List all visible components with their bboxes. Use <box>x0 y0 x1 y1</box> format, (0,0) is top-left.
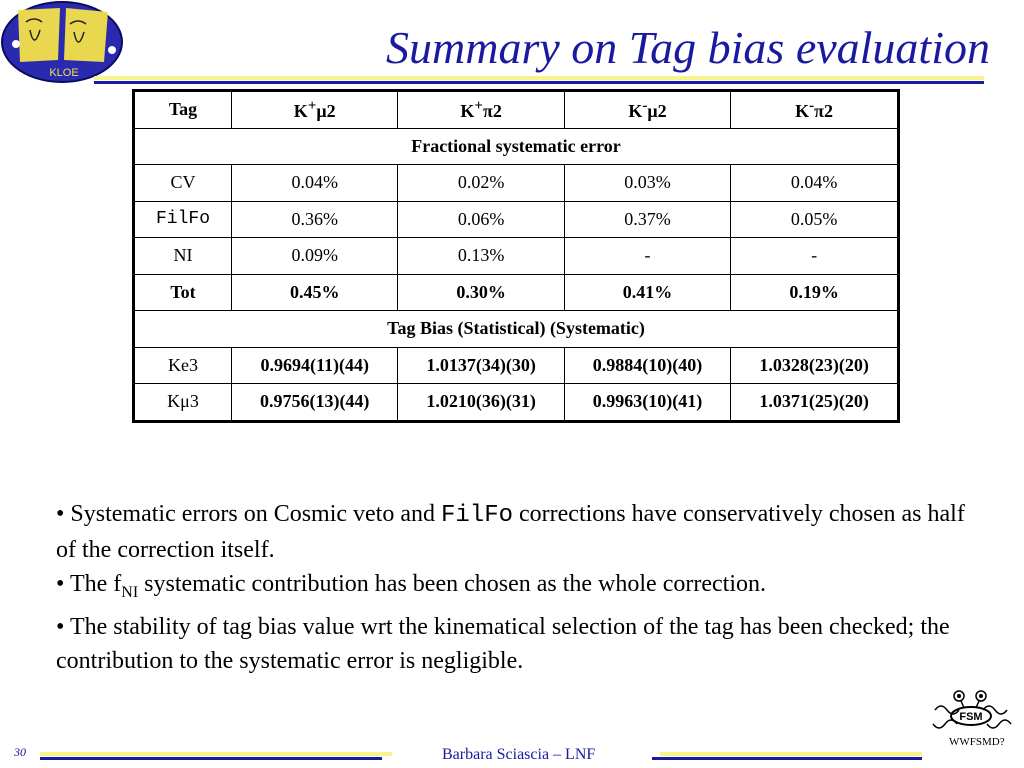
bullet-list <box>56 497 976 678</box>
logo-text: KLOE <box>49 67 79 79</box>
section-title-bias: Tag Bias (Statistical) (Systematic) <box>134 311 899 348</box>
table-cell: 0.04% <box>232 165 398 202</box>
header-kminus-pi2: K-π2 <box>731 91 899 129</box>
table-cell: 0.37% <box>564 201 730 238</box>
table-row-filfo <box>134 201 899 238</box>
row-label: Ke3 <box>134 347 232 384</box>
fsm-caption: WWFSMD? <box>949 736 1005 748</box>
title-rule-yellow <box>94 76 984 80</box>
kloe-logo <box>0 0 128 84</box>
header-kplus-pi2: K+π2 <box>398 91 564 129</box>
table-cell: 0.06% <box>398 201 564 238</box>
header-kminus-mu2: K-μ2 <box>564 91 730 129</box>
table-cell: 0.09% <box>232 238 398 275</box>
bullet-item-1: • Systematic errors on Cosmic veto and FilFo corrections have conservatively chosen as half of the correction itself. <box>56 501 965 563</box>
table-cell: - <box>731 238 899 275</box>
row-label: Kμ3 <box>134 384 232 422</box>
row-label: NI <box>134 238 232 275</box>
table-row-tot <box>134 274 899 311</box>
footer-author: Barbara Sciascia – LNF <box>442 746 596 763</box>
table-cell: 1.0210(36)(31) <box>398 384 564 422</box>
bullet-item-3: • The stability of tag bias value wrt the kinematical selection of the tag has been checked; the contribution to the systematic error is negligible. <box>56 613 950 674</box>
table-cell: 0.9694(11)(44) <box>232 347 398 384</box>
section-title-systematic: Fractional systematic error <box>134 128 899 165</box>
table-cell: 0.04% <box>731 165 899 202</box>
table-cell: 1.0137(34)(30) <box>398 347 564 384</box>
table-cell: 0.9756(13)(44) <box>232 384 398 422</box>
table-cell: 0.05% <box>731 201 899 238</box>
table-cell: 0.13% <box>398 238 564 275</box>
row-label: Tot <box>134 274 232 311</box>
row-label: FilFo <box>134 201 232 238</box>
header-tag: Tag <box>134 91 232 129</box>
page-title: Summary on Tag bias evaluation <box>386 22 990 73</box>
title-rule-navy <box>94 81 984 84</box>
table-cell: 0.02% <box>398 165 564 202</box>
table-row-cv <box>134 165 899 202</box>
table-cell: 0.36% <box>232 201 398 238</box>
section-row-bias <box>134 311 899 348</box>
footer-rule-left-yellow <box>40 752 392 756</box>
table-row-ke3 <box>134 347 899 384</box>
table-cell: 0.45% <box>232 274 398 311</box>
footer-rule-right-yellow <box>660 752 922 756</box>
table-header-row <box>134 91 899 129</box>
table-row-kmu3 <box>134 384 899 422</box>
table-cell: 0.30% <box>398 274 564 311</box>
table-cell: 0.03% <box>564 165 730 202</box>
bullet-item-2: • The $f_{NI}$ systematic contribution has been chosen as the whole correction. <box>56 571 766 601</box>
fsm-label: FSM <box>959 711 983 723</box>
table-row-ni <box>134 238 899 275</box>
row-label: CV <box>134 165 232 202</box>
footer-rule-left-navy <box>40 757 382 760</box>
table-cell: 1.0371(25)(20) <box>731 384 899 422</box>
table-cell: - <box>564 238 730 275</box>
page-number: 30 <box>14 745 26 759</box>
table-cell: 1.0328(23)(20) <box>731 347 899 384</box>
header-kplus-mu2: K+μ2 <box>232 91 398 129</box>
footer-rule-right-navy <box>652 757 922 760</box>
table-cell: 0.41% <box>564 274 730 311</box>
tag-bias-table <box>132 89 900 423</box>
table-cell: 0.19% <box>731 274 899 311</box>
section-row-systematic <box>134 128 899 165</box>
table-cell: 0.9884(10)(40) <box>564 347 730 384</box>
table-cell: 0.9963(10)(41) <box>564 384 730 422</box>
